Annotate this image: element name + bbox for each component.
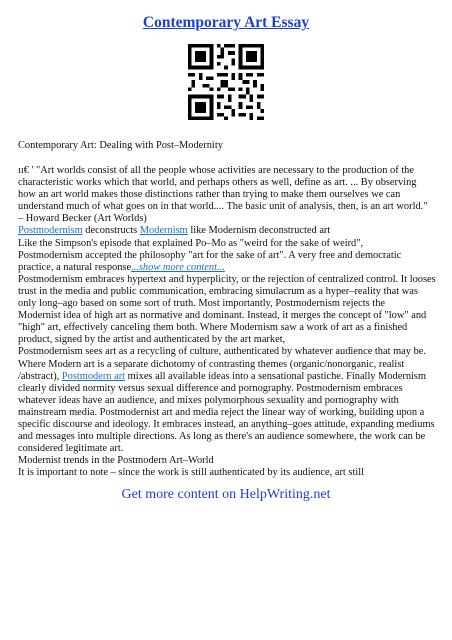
term-link[interactable]: Postmodern art: [61, 370, 126, 382]
body-text: clearly divided normity versus sexual difference and pornography. Postmodernism embraces: [18, 382, 403, 394]
body-text: practice, a natural response: [18, 261, 132, 273]
body-line: [18, 467, 438, 479]
body-text: like Modernism deconstructed art: [187, 225, 331, 237]
document-subtitle: Contemporary Art: Dealing with Post–Modernity: [18, 140, 223, 151]
body-text: Where Modern art is a separate dichotomy of contrasting themes (organic/nonorganic, realist: [18, 358, 405, 370]
body-text: Modernist idea of high art as normative and dominant. Instead, it merges the concept of "low" and: [18, 310, 427, 322]
body-text: characteristic works which that world, and perhaps others as well, define as art. ... By observing: [18, 177, 417, 189]
body-line: [18, 359, 438, 371]
body-line: [18, 286, 438, 298]
body-text: how an art world makes those distinctions rather than trying to make them ourselves we can: [18, 189, 401, 201]
body-line: [18, 177, 438, 189]
body-line: [18, 165, 438, 177]
body-line: [18, 455, 438, 467]
body-line: [18, 310, 438, 322]
body-text: deconstructs: [82, 225, 140, 237]
qr-code-icon: [188, 44, 264, 120]
body-line: [18, 213, 438, 225]
body-line: [18, 201, 438, 213]
body-line: [18, 274, 438, 286]
document-title[interactable]: Contemporary Art Essay: [142, 14, 310, 31]
body-text: mainstream media. Postmodernist art and media reject the linear way of working, building upon a: [18, 406, 425, 418]
body-text: only long–ago based on some sort of truth. Most importantly, Postmodernism rejects the: [18, 298, 385, 310]
body-text: Postmodernism sees art as a recycling of culture, authenticated by whatever audience that may be.: [18, 346, 426, 358]
body-line: [18, 262, 438, 274]
body-line: [18, 346, 438, 358]
body-line: [18, 371, 438, 383]
body-line: [18, 443, 438, 455]
body-text: It is important to note – since the work is still authenticated by its audience, art still: [18, 467, 364, 479]
body-line: [18, 419, 438, 431]
body-text: Like the Simpson's episode that explained Po–Mo as "weird for the sake of weird",: [18, 237, 364, 249]
body-text: ıı€ ' "Art worlds consist of all the people whose activities are necessary to the production of the: [18, 165, 414, 176]
term-link[interactable]: Modernism: [139, 225, 188, 237]
body-text: trust in the media and public communication, embracing simulacrum as a hyper–reality that was: [18, 285, 418, 297]
body-line: [18, 431, 438, 443]
body-text: mixes all available ideas into a sensational pastiche. Finally Modernism: [125, 370, 427, 382]
body-text: understand much of what goes on in that world.... The basic unit of analysis, then, is an art world.": [18, 201, 428, 213]
body-text: Modernist trends in the Postmodern Art–World: [18, 455, 214, 467]
body-text: whatever ideas have an audience, and mixes polymorphous sexuality and pornography with: [18, 394, 399, 406]
body-text: /abstract),: [18, 370, 62, 382]
body-text: product, signed by the artist and authenticated by the art market,: [18, 334, 286, 346]
show-more-link[interactable]: ...show more content...: [131, 261, 225, 273]
helpwriting-link[interactable]: Get more content on HelpWriting.net: [121, 487, 331, 502]
body-line: [18, 298, 438, 310]
body-text: specific discourse and ideology. It embraces instead, an anything–goes attitude, expanding mediums: [18, 418, 435, 430]
body-line: [18, 225, 438, 237]
body-text: – Howard Becker (Art Worlds): [18, 213, 147, 225]
body-line: [18, 383, 438, 395]
body-line: [18, 238, 438, 250]
body-line: [18, 189, 438, 201]
term-link[interactable]: Postmodernism: [18, 225, 83, 237]
body-line: [18, 407, 438, 419]
body-text: Postmodernism embraces hypertext and hyperplicity, or the rejection of centralized control. It looses: [18, 273, 436, 285]
body-text: "high" art, effectively canceling them both. Where Modernism saw a work of art as a finished: [18, 322, 408, 334]
body-line: [18, 322, 438, 334]
body-text: Postmodernism accepted the philosophy "art for the sake of art". A very free and democratic: [18, 249, 402, 261]
body-text: considered legitimate art.: [18, 443, 124, 455]
body-line: [18, 395, 438, 407]
body-line: [18, 334, 438, 346]
body-text: and messages into multiple directions. As long as there's an audience somewhere, the work can be: [18, 431, 426, 443]
body-line: [18, 250, 438, 262]
document-body: [18, 165, 438, 479]
